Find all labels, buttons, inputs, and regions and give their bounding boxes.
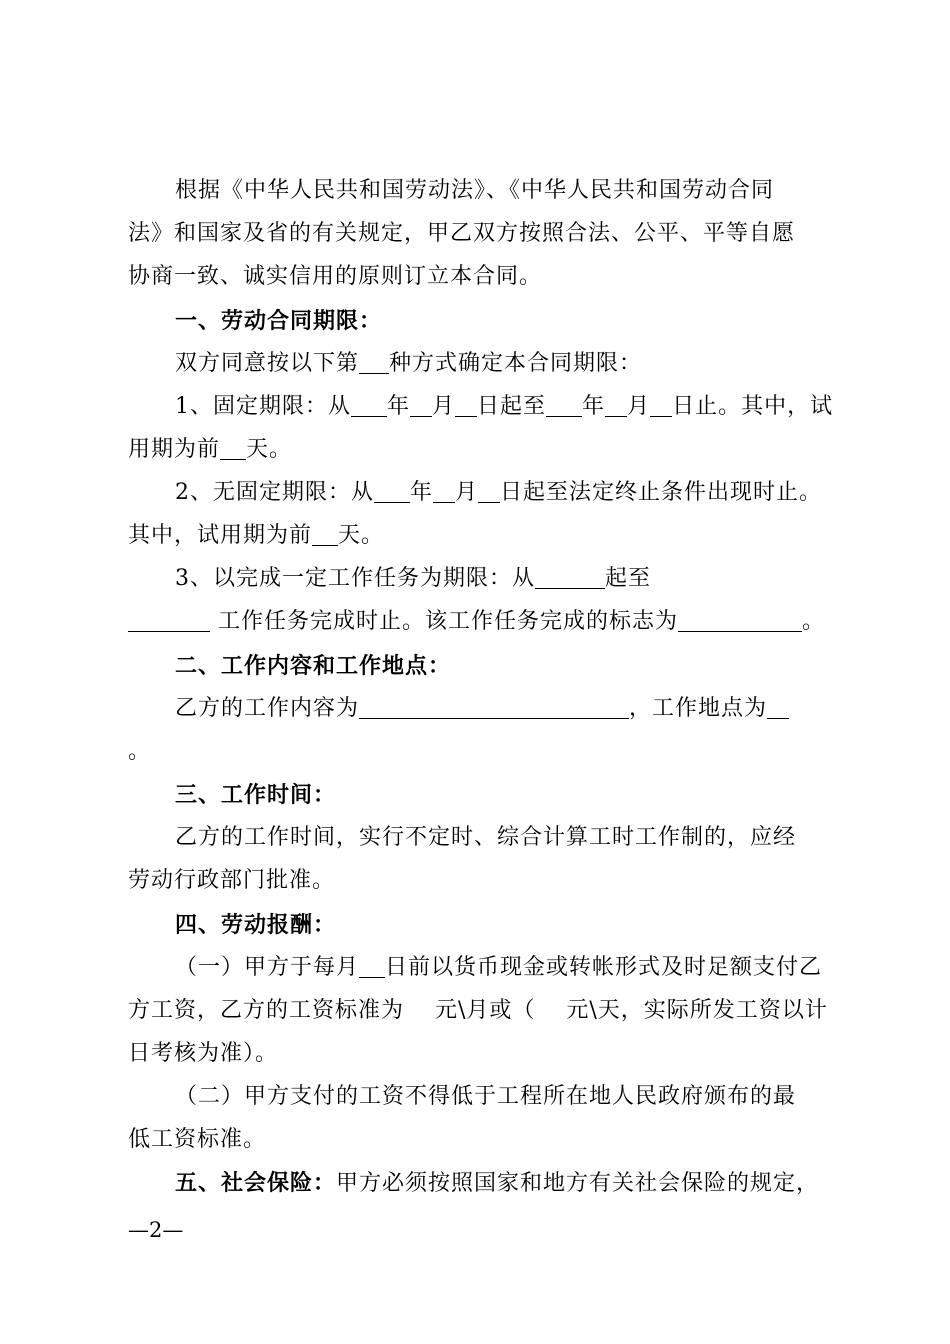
- blank[interactable]: [220, 439, 246, 460]
- blank[interactable]: [605, 396, 627, 417]
- s1-item3-line2: 工作任务完成时止。该工作任务完成的标志为 。: [128, 607, 825, 637]
- intro-line-2: 法》和国家及省的有关规定，甲乙双方按照合法、公平、平等自愿: [128, 221, 796, 246]
- s3-line-2: 劳动行政部门批准。: [128, 868, 336, 893]
- work-place-blank[interactable]: [767, 698, 789, 719]
- section-5-line: 五、社会保险：甲方必须按照国家和地方有关社会保险的规定，: [175, 1170, 820, 1196]
- blank[interactable]: [312, 525, 338, 546]
- pay-day-blank[interactable]: [359, 957, 385, 978]
- blank[interactable]: [351, 396, 387, 417]
- s2-content-end: 。: [128, 739, 152, 764]
- s1-item1-probation: 用期为前 天。: [128, 437, 293, 462]
- s1-item1-line: 1、固定期限：从 年 月 日起至 年 月 日止。其中，试: [175, 394, 834, 419]
- blank[interactable]: [410, 396, 432, 417]
- work-content-blank[interactable]: [359, 698, 629, 719]
- page-number: —2—: [128, 1218, 184, 1242]
- intro-line-3: 协商一致、诚实信用的原则订立本合同。: [128, 264, 543, 289]
- s4-p1-line-3: 日考核为准）。: [128, 1041, 279, 1066]
- blank[interactable]: [374, 482, 410, 503]
- s4-p1-line-2: 方工资，乙方的工资标准为 元\月或（ 元\天，实际所发工资以计: [128, 998, 828, 1023]
- s2-content-line: 乙方的工作内容为 ，工作地点为: [175, 694, 789, 724]
- intro-line-1: 根据《中华人民共和国劳动法》、《中华人民共和国劳动合同: [175, 178, 775, 203]
- blank[interactable]: [433, 482, 455, 503]
- blank[interactable]: [535, 568, 605, 589]
- s1-item2-line: 2、无固定期限：从 年 月 日起至法定终止条件出现时止。: [175, 480, 823, 505]
- section-1-heading: 一、劳动合同期限：: [175, 308, 383, 334]
- section-2-heading: 二、工作内容和工作地点：: [175, 653, 452, 679]
- section-4-heading: 四、劳动报酬：: [175, 912, 337, 938]
- s1-item2-probation: 其中，试用期为前 天。: [128, 523, 385, 548]
- blank[interactable]: [128, 611, 210, 632]
- section-3-heading: 三、工作时间：: [175, 782, 337, 808]
- blank[interactable]: [678, 611, 802, 632]
- s4-p2-line-1: （二）甲方支付的工资不得低于工程所在地人民政府颁布的最: [175, 1084, 797, 1109]
- s1-choose-line: 双方同意按以下第 种方式确定本合同期限：: [175, 351, 643, 376]
- blank[interactable]: [455, 396, 477, 417]
- s1-item3-line: 3、以完成一定工作任务为期限：从 起至: [175, 566, 652, 591]
- s4-p2-line-2: 低工资标准。: [128, 1127, 267, 1152]
- blank[interactable]: [650, 396, 672, 417]
- s3-line-1: 乙方的工作时间，实行不定时、综合计算工时工作制的，应经: [175, 825, 797, 850]
- section-5-heading: 五、社会保险：: [175, 1170, 337, 1196]
- blank[interactable]: [478, 482, 500, 503]
- s4-p1-line-1: （一）甲方于每月 日前以货币现金或转帐形式及时足额支付乙: [175, 955, 823, 980]
- blank[interactable]: [546, 396, 582, 417]
- choice-blank[interactable]: [359, 353, 389, 374]
